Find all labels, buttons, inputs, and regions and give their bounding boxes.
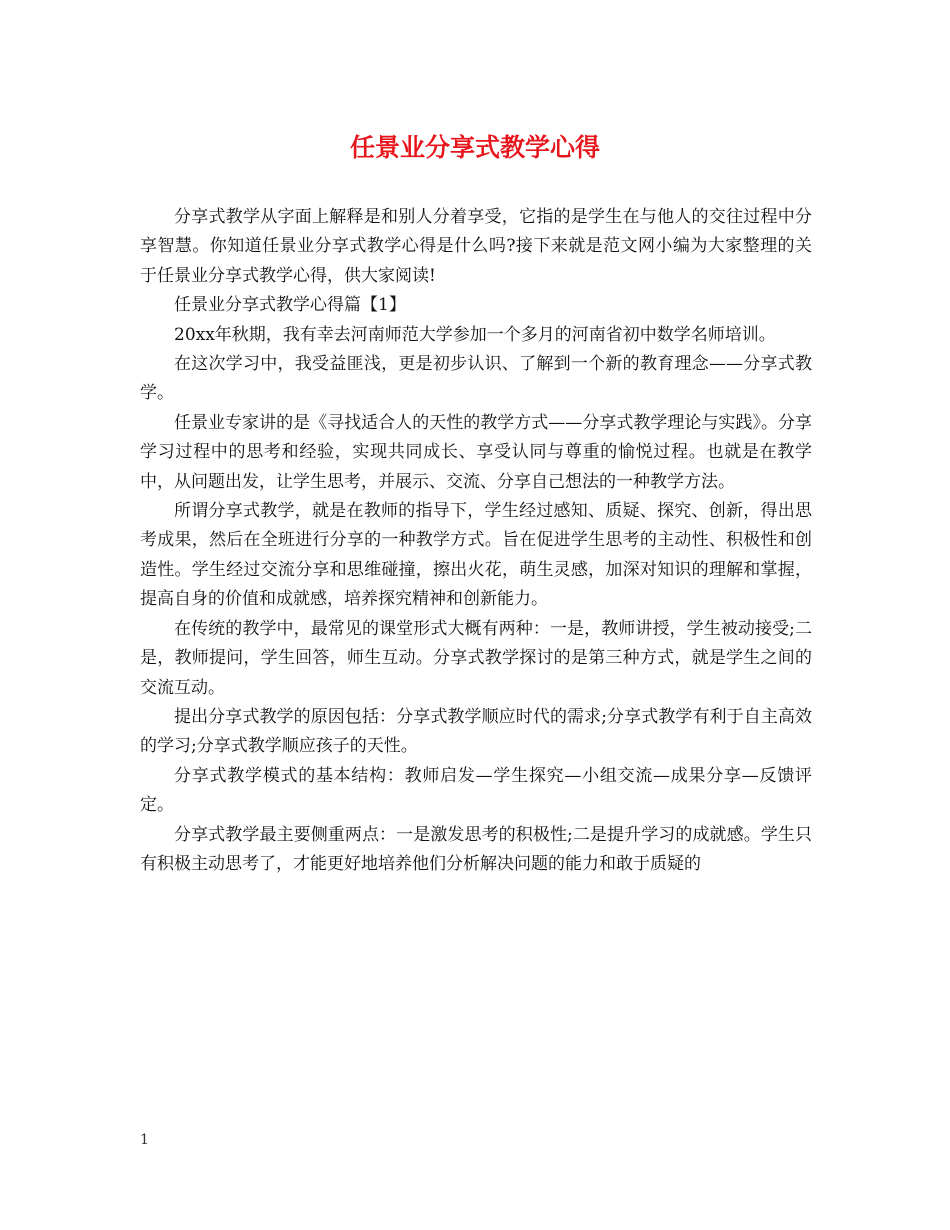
paragraph: 在传统的教学中，最常见的课堂形式大概有两种：一是，教师讲授，学生被动接受;二是，教师提问，学生回答，师生互动。分享式教学探讨的是第三种方式，就是学生之间的交流互动。 [140,618,812,698]
paragraph: 所谓分享式教学，就是在教师的指导下，学生经过感知、质疑、探究、创新，得出思考成果，然后在全班进行分享的一种教学方式。旨在促进学生思考的主动性、积极性和创造性。学生经过交流分享和思维碰撞，擦出火花，萌生灵感，加深对知识的理解和掌握，提高自身的价值和成就感，培养探究精神和创新能力。 [140,501,812,610]
paragraph: 20xx年秋期，我有幸去河南师范大学参加一个多月的河南省初中数学名师培训。 [174,324,776,345]
document-body [140,203,812,879]
paragraph: 任景业专家讲的是《寻找适合人的天性的教学方式——分享式教学理论与实践》。分享学习过程中的思考和经验，实现共同成长、享受认同与尊重的愉悦过程。也就是在教学中，从问题出发，让学生思考，并展示、交流、分享自己想法的一种教学方法。 [140,412,812,492]
paragraph: 在这次学习中，我受益匪浅，更是初步认识、了解到一个新的教育理念——分享式教学。 [140,354,812,404]
section-heading: 任景业分享式教学心得篇【1】 [174,295,406,316]
paragraph: 分享式教学模式的基本结构：教师启发—学生探究—小组交流—成果分享—反馈评定。 [140,765,812,816]
paragraph-intro: 分享式教学从字面上解释是和别人分着享受，它指的是学生在与他人的交往过程中分享智慧。你知道任景业分享式教学心得是什么吗?接下来就是范文网小编为大家整理的关于任景业分享式教学心得，供大家阅读! [140,207,812,286]
paragraph: 分享式教学最主要侧重两点：一是激发思考的积极性;二是提升学习的成就感。学生只有积极主动思考了，才能更好地培养他们分析解决问题的能力和敢于质疑的 [140,824,812,874]
document-title: 任景业分享式教学心得 [349,133,600,162]
paragraph: 提出分享式教学的原因包括：分享式教学顺应时代的需求;分享式教学有利于自主高效的学习;分享式教学顺应孩子的天性。 [140,706,812,757]
page-number: 1 [140,1132,149,1148]
